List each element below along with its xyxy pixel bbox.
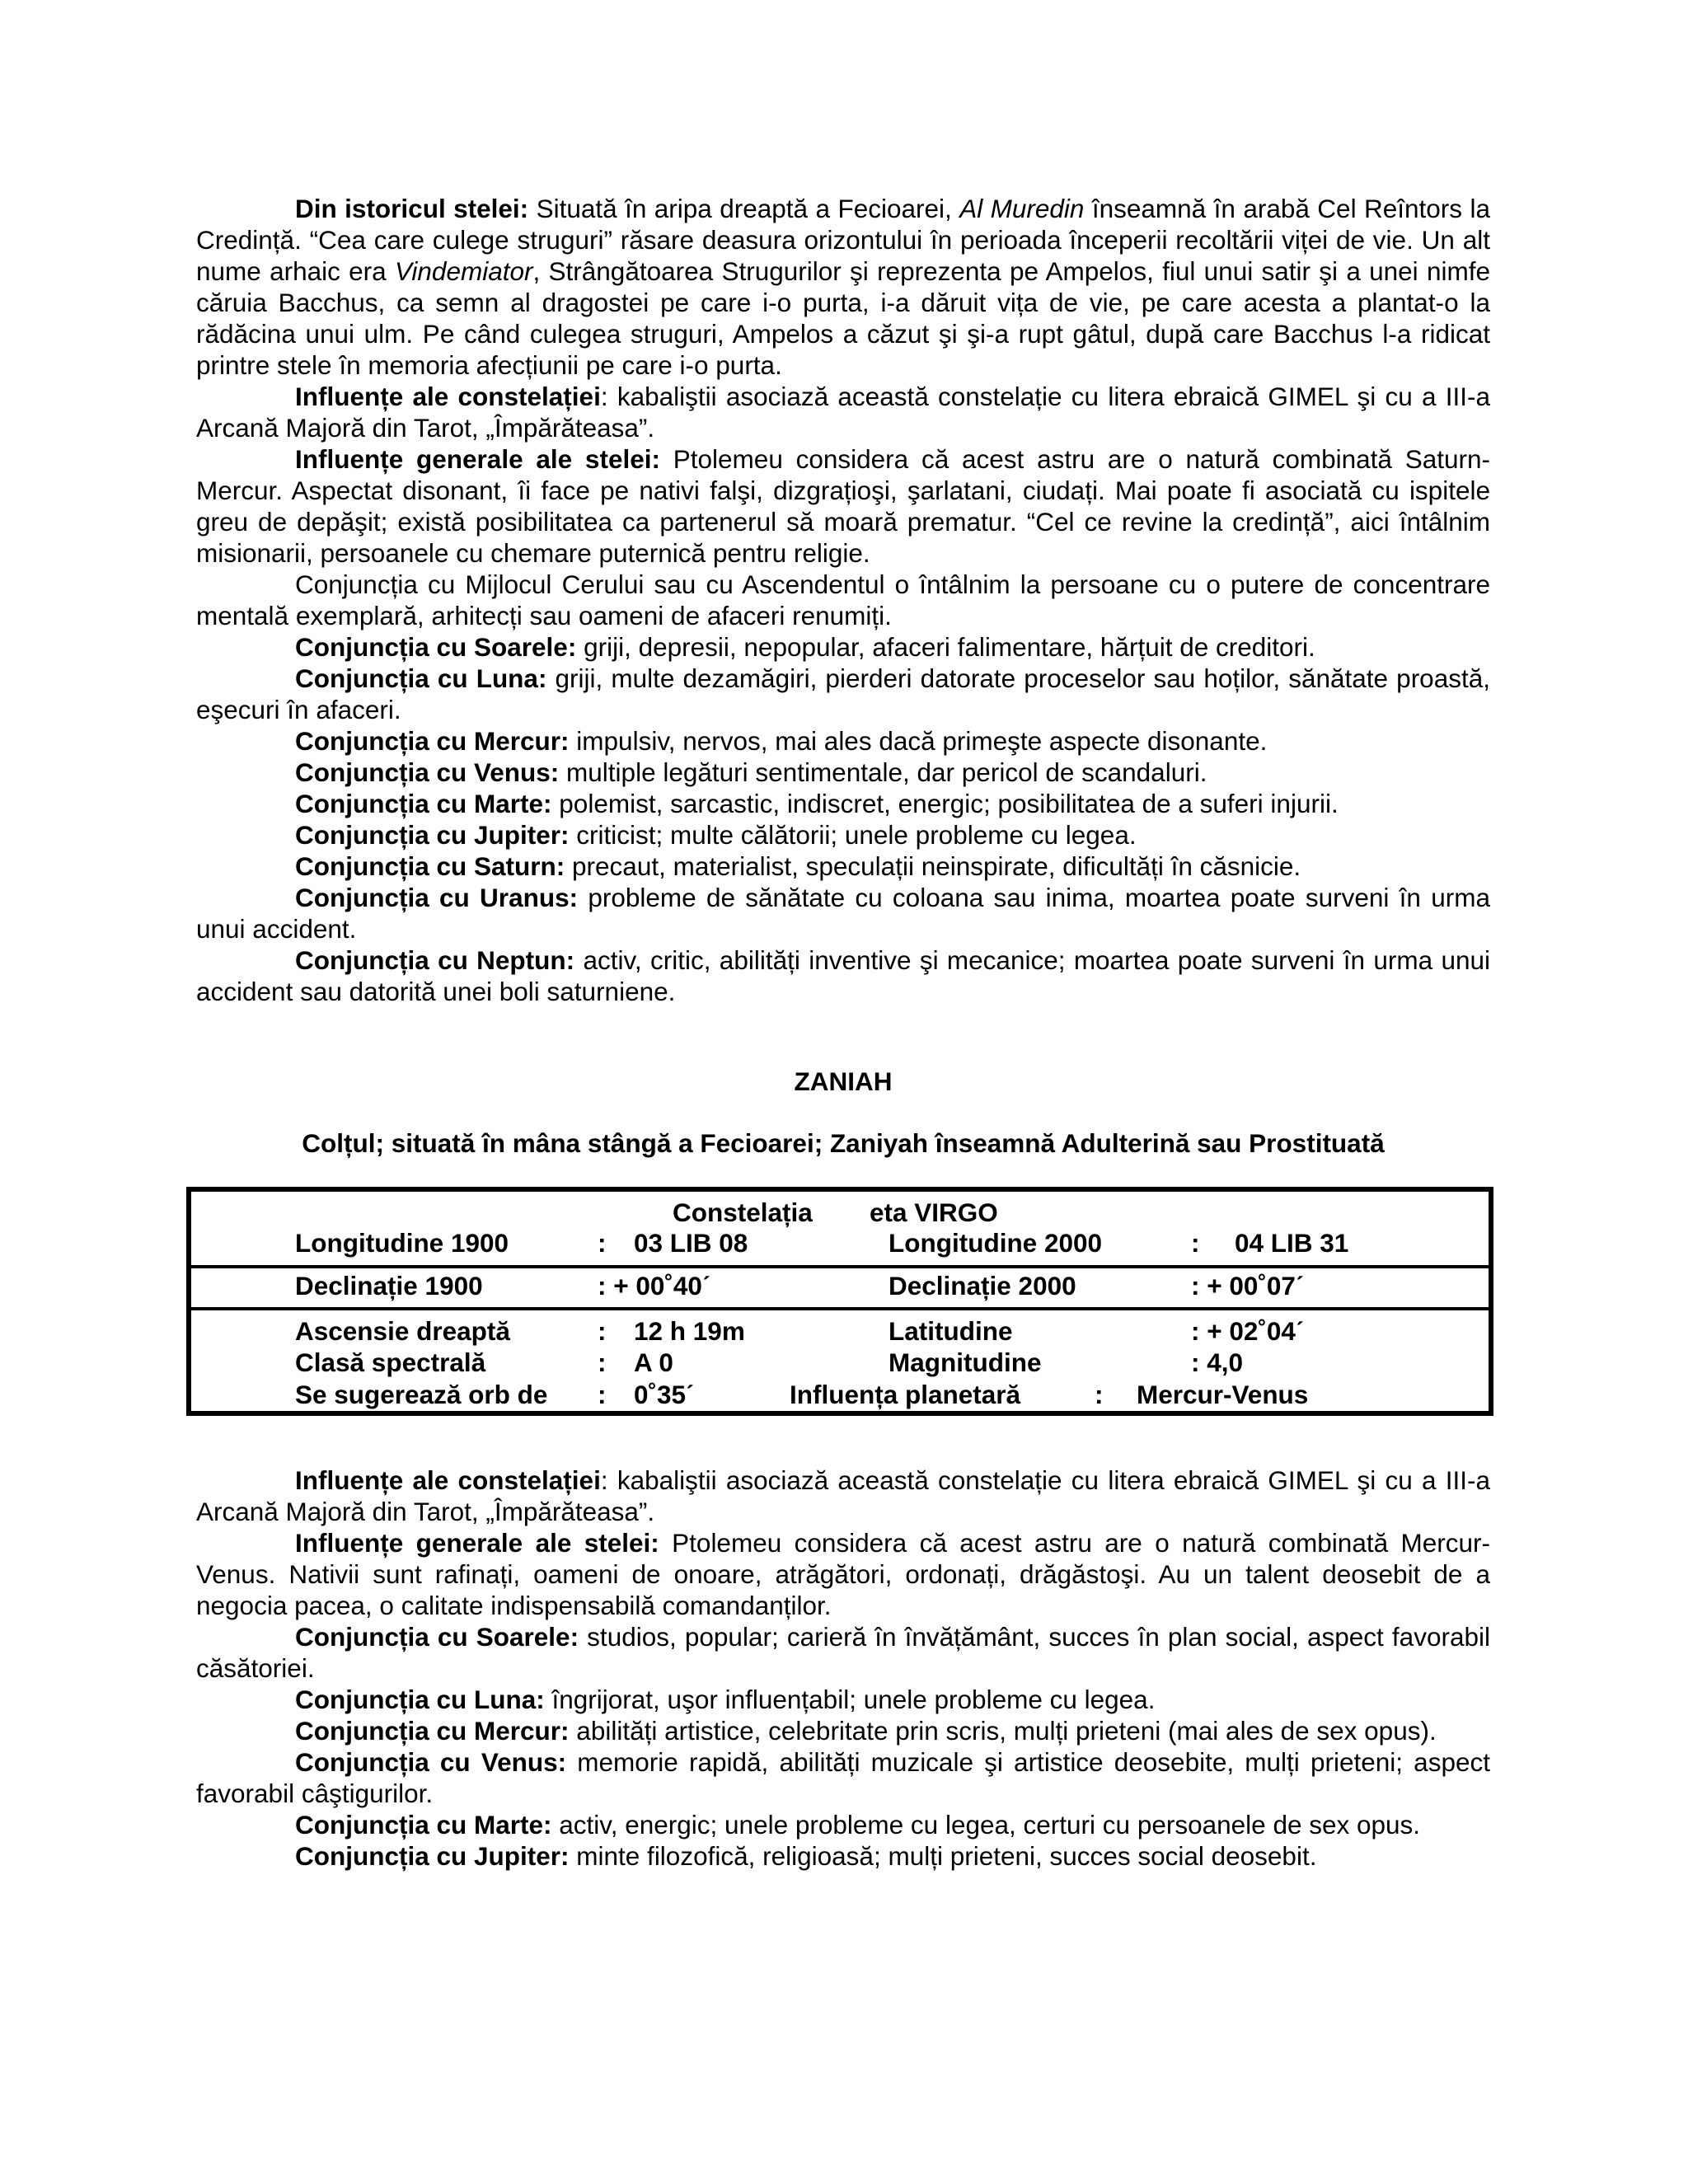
paragraph-label: Conjuncția cu Soarele: (295, 632, 577, 662)
declination-1900-value: : + 00˚40ˊ (598, 1271, 711, 1301)
star-title: ZANIAH (794, 1066, 893, 1096)
paragraph-label: Din istoricul stelei: (295, 194, 529, 223)
section-2 (196, 1465, 1490, 1872)
declination-2000-value: : + 00˚07ˊ (1191, 1271, 1305, 1301)
colon: : (598, 1380, 607, 1409)
paragraph-text: criticist; multe călătorii; unele probleme cu legea. (569, 820, 1137, 850)
paragraph-label: Conjuncția cu Saturn: (295, 851, 565, 881)
paragraph-text: înseamnă în arabă Cel Reîntors la Credință. “Cea care culege struguri” răsare deasura orizontului în perioada începerii recoltării viței de vie. Un alt nume arhaic era (196, 194, 1490, 286)
paragraph-text: studios, popular; carieră în învățământ, succes în plan social, aspect favorabil căsătoriei. (196, 1622, 1490, 1683)
paragraph-text: abilități artistice, celebritate prin scris, mulți prieteni (mai ales de sex opus). (569, 1716, 1437, 1746)
paragraph-text: , Strângătoarea Strugurilor şi reprezenta pe Ampelos, fiul unui satir şi a unei nimfe căruia Bacchus, ca semn al dragostei pe care i-o purta, i-a dăruit vița de vie, pe care acesta a plantat-o la rădăcina unui ulm. Pe când culegea struguri, Ampelos a căzut şi şi-a rupt gâtul, după care Bacchus l-a ridicat printre stele în memoria afecțiunii pe care i-o purta. (196, 256, 1490, 380)
paragraph-text: probleme de sănătate cu coloana sau inima, moartea poate surveni în urma unui accident. (196, 883, 1490, 944)
paragraph-general-influence (196, 1527, 1490, 1621)
paragraph-conjunction-uranus (196, 882, 1490, 944)
paragraph-label: Conjuncția cu Mercur: (295, 726, 570, 756)
paragraph-text: activ, critic, abilități inventive şi mecanice; moartea poate surveni în urma unui accident sau datorită unei boli saturniene. (196, 945, 1490, 1006)
paragraph-text: : kabaliştii asociază această constelație cu litera ebraică GIMEL şi cu a III-a Arcană Majoră din Tarot, „Împărăteasa”. (196, 382, 1490, 443)
colon: : (1191, 1228, 1200, 1258)
paragraph-text: multiple legături sentimentale, dar pericol de scandaluri. (559, 757, 1207, 787)
paragraph-conjunction-saturn (196, 851, 1490, 882)
paragraph-text: : kabaliştii asociază această constelație cu litera ebraică GIMEL şi cu a III-a Arcană Majoră din Tarot, „Împărăteasa”. (196, 1465, 1490, 1526)
paragraph-text: activ, energic; unele probleme cu legea, certuri cu persoanele de sex opus. (551, 1810, 1421, 1840)
latitude-value: : + 02˚04ˊ (1191, 1316, 1305, 1346)
right-ascension-value: 12 h 19m (634, 1316, 745, 1346)
paragraph-label: Influențe ale constelației (295, 382, 601, 411)
section-1 (196, 193, 1490, 1007)
paragraph-text: Conjuncția cu Mijlocul Cerului sau cu Ascendentul o întâlnim la persoane cu o putere de concentrare mentală exemplară, arhitecți sau oameni de afaceri renumiți. (196, 569, 1490, 630)
paragraph-conjunction-mars (196, 1809, 1490, 1840)
paragraph-general-influence (196, 443, 1490, 569)
paragraph-text: polemist, sarcastic, indiscret, energic; posibilitatea de a suferi injurii. (551, 789, 1339, 818)
paragraph-label: Conjuncția cu Venus: (295, 757, 560, 787)
planetary-influence-label: Influența planetară (790, 1380, 1021, 1409)
paragraph-label: Conjuncția cu Soarele: (295, 1622, 579, 1652)
right-ascension-label: Ascensie dreaptă (295, 1316, 510, 1346)
colon: : (1095, 1380, 1104, 1409)
paragraph-constellation-influence (196, 1465, 1490, 1527)
constellation-value: eta VIRGO (870, 1197, 998, 1227)
orb-value: 0˚35ˊ (634, 1380, 695, 1409)
star-data-table (186, 1187, 1493, 1416)
paragraph-label: Conjuncția cu Marte: (295, 789, 552, 818)
paragraph-conjunction-venus (196, 1746, 1490, 1809)
longitude-2000-value: 04 LIB 31 (1235, 1228, 1349, 1258)
paragraph-conjunction-mercury (196, 725, 1490, 757)
paragraph-label: Influențe ale constelației (295, 1465, 601, 1495)
paragraph-conjunction-mars (196, 788, 1490, 819)
colon: : (598, 1316, 607, 1346)
paragraph-label: Influențe generale ale stelei: (295, 444, 660, 474)
paragraph-text: Situată în aripa dreaptă a Fecioarei, (528, 194, 960, 223)
longitude-1900-label: Longitudine 1900 (295, 1228, 509, 1258)
magnitude-value: : 4,0 (1191, 1347, 1244, 1377)
paragraph-text: îngrijorat, uşor influențabil; unele probleme cu legea. (544, 1685, 1156, 1714)
magnitude-label: Magnitudine (889, 1347, 1042, 1377)
paragraph-text: griji, multe dezamăgiri, pierderi datorate proceselor sau hoților, sănătate proastă, eşecuri în afaceri. (196, 663, 1490, 724)
spectral-class-label: Clasă spectrală (295, 1347, 486, 1377)
longitude-1900-value: 03 LIB 08 (634, 1228, 748, 1258)
paragraph-text: Ptolemeu considera că acest astru are o natură combinată Saturn-Mercur. Aspectat disonant, îi face pe nativi falşi, dizgrațioşi, şarlatani, ciudați. Mai poate fi asociată cu ispitele greu de depăşit; există posibilitatea ca partenerul să moară prematur. “Cel ce revine la credință”, aici întâlnim misionarii, persoanele cu chemare puternică pentru religie. (196, 444, 1490, 568)
paragraph-label: Conjuncția cu Jupiter: (295, 820, 570, 850)
paragraph-text: Ptolemeu considera că acest astru are o natură combinată Mercur-Venus. Nativii sunt rafinați, oameni de onoare, atrăgători, ordonați, drăgăstoşi. Au un talent deosebit de a negocia pacea, o calitate indispensabilă comandanților. (196, 1528, 1490, 1620)
paragraph-conjunction-moon (196, 663, 1490, 725)
paragraph-conjunction-mercury (196, 1715, 1490, 1746)
paragraph-text: memorie rapidă, abilități muzicale şi artistice deosebite, mulți prieteni; aspect favorabil câştigurilor. (196, 1747, 1490, 1808)
paragraph-history (196, 193, 1490, 381)
latitude-label: Latitudine (889, 1316, 1013, 1346)
orb-label: Se sugerează orb de (295, 1380, 548, 1409)
constellation-label: Constelația (673, 1197, 813, 1227)
paragraph-constellation-influence (196, 381, 1490, 443)
paragraph-text: griji, depresii, nepopular, afaceri falimentare, hărțuit de creditori. (576, 632, 1315, 662)
paragraph-label: Conjuncția cu Jupiter: (295, 1841, 570, 1871)
paragraph-label: Conjuncția cu Uranus: (295, 883, 579, 912)
paragraph-conjunction-moon (196, 1684, 1490, 1715)
paragraph-label: Influențe generale ale stelei: (295, 1528, 659, 1558)
paragraph-conjunction-venus (196, 757, 1490, 788)
italic-name: Al Muredin (959, 194, 1085, 223)
italic-name: Vindemiator (394, 256, 533, 286)
star-subtitle: Colțul; situată în mâna stângă a Fecioarei; Zaniyah înseamnă Adulterină sau Prostituată (302, 1128, 1385, 1158)
paragraph-label: Conjuncția cu Luna: (295, 1685, 545, 1714)
declination-1900-label: Declinație 1900 (295, 1271, 483, 1301)
paragraph-text: impulsiv, nervos, mai ales dacă primeşte aspecte disonante. (569, 726, 1268, 756)
colon: : (598, 1228, 607, 1258)
longitude-2000-label: Longitudine 2000 (889, 1228, 1103, 1258)
paragraph-label: Conjuncția cu Venus: (295, 1747, 567, 1777)
declination-2000-label: Declinație 2000 (889, 1271, 1076, 1301)
paragraph-label: Conjuncția cu Luna: (295, 663, 547, 693)
paragraph-conjunction-sun (196, 631, 1490, 663)
paragraph-label: Conjuncția cu Mercur: (295, 1716, 570, 1746)
paragraph-text: minte filozofică, religioasă; mulți prieteni, succes social deosebit. (569, 1841, 1317, 1871)
table-divider (191, 1307, 1489, 1310)
paragraph-text: precaut, materialist, speculații neinspirate, dificultăți în căsnicie. (565, 851, 1301, 881)
paragraph-conjunction-jupiter (196, 819, 1490, 851)
paragraph-conjunction-jupiter (196, 1840, 1490, 1872)
paragraph-conjunction-sun (196, 1621, 1490, 1684)
planetary-influence-value: Mercur-Venus (1137, 1380, 1309, 1409)
paragraph-conjunction-neptune (196, 944, 1490, 1007)
table-divider (191, 1265, 1489, 1268)
paragraph-conjunction-mc (196, 569, 1490, 631)
spectral-class-value: A 0 (634, 1347, 673, 1377)
paragraph-label: Conjuncția cu Marte: (295, 1810, 552, 1840)
colon: : (598, 1347, 607, 1377)
paragraph-label: Conjuncția cu Neptun: (295, 945, 575, 975)
